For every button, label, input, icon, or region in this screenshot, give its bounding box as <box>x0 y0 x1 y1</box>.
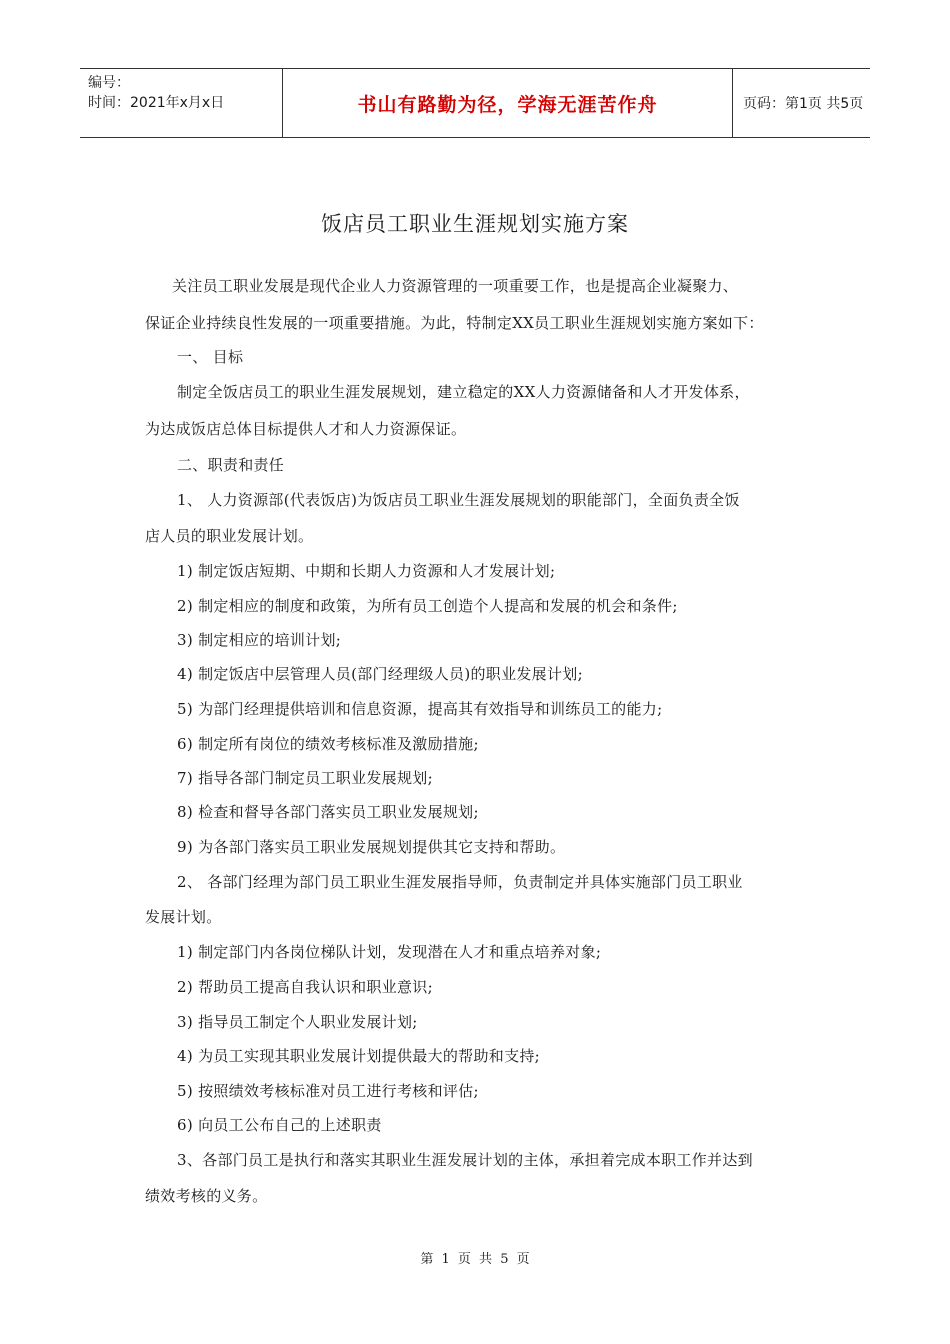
document-header <box>80 68 870 138</box>
section-heading: 一、 目标 <box>177 348 244 366</box>
document-title: 饭店员工职业生涯规划实施方案 <box>321 212 629 236</box>
list-item: 2) 制定相应的制度和政策，为所有员工创造个人提高和发展的机会和条件; <box>177 597 678 615</box>
list-item: 8) 检查和督导各部门落实员工职业发展规划; <box>177 803 479 821</box>
header-meta <box>80 69 282 137</box>
list-item: 5) 为部门经理提供培训和信息资源，提高其有效指导和训练员工的能力; <box>177 700 663 718</box>
list-item: 6) 向员工公布自己的上述职责 <box>177 1116 382 1134</box>
page-footer: 第 1 页 共 5 页 <box>420 1252 530 1267</box>
list-item: 3) 制定相应的培训计划; <box>177 631 342 649</box>
header-motto: 书山有路勤为径，学海无涯苦作舟 <box>282 69 733 137</box>
body-line: 制定全饭店员工的职业生涯发展规划，建立稳定的XX人力资源储备和人才开发体系， <box>177 383 750 401</box>
body-line: 2、 各部门经理为部门员工职业生涯发展指导师，负责制定并具体实施部门员工职业 <box>177 873 743 891</box>
body-line: 店人员的职业发展计划。 <box>145 527 314 545</box>
list-item: 4) 制定饭店中层管理人员(部门经理级人员)的职业发展计划; <box>177 665 583 683</box>
list-item: 5) 按照绩效考核标准对员工进行考核和评估; <box>177 1082 479 1100</box>
list-item: 2) 帮助员工提高自我认识和职业意识; <box>177 978 433 996</box>
body-line: 3、各部门员工是执行和落实其职业生涯发展计划的主体，承担着完成本职工作并达到 <box>177 1151 753 1169</box>
list-item: 6) 制定所有岗位的绩效考核标准及激励措施; <box>177 735 479 753</box>
body-line: 关注员工职业发展是现代企业人力资源管理的一项重要工作，也是提高企业凝聚力、 <box>172 277 739 295</box>
section-heading: 二、职责和责任 <box>177 456 285 474</box>
list-item: 4) 为员工实现其职业发展计划提供最大的帮助和支持; <box>177 1047 541 1065</box>
time-label: 时间：2021年x月x日 <box>88 95 225 111</box>
header-page-label: 页码：第1页 共5页 <box>743 96 864 112</box>
number-label: 编号： <box>88 75 130 91</box>
list-item: 1) 制定部门内各岗位梯队计划，发现潜在人才和重点培养对象; <box>177 943 602 961</box>
body-line: 1、 人力资源部(代表饭店)为饭店员工职业生涯发展规划的职能部门，全面负责全饭 <box>177 491 740 509</box>
body-line: 为达成饭店总体目标提供人才和人力资源保证。 <box>145 420 467 438</box>
list-item: 7) 指导各部门制定员工职业发展规划; <box>177 769 433 787</box>
list-item: 9) 为各部门落实员工职业发展规划提供其它支持和帮助。 <box>177 838 566 856</box>
list-item: 3) 指导员工制定个人职业发展计划; <box>177 1013 418 1031</box>
list-item: 1) 制定饭店短期、中期和长期人力资源和人才发展计划; <box>177 562 556 580</box>
body-line: 绩效考核的义务。 <box>145 1187 268 1205</box>
body-line: 保证企业持续良性发展的一项重要措施。为此，特制定XX员工职业生涯规划实施方案如下： <box>145 314 764 332</box>
body-line: 发展计划。 <box>145 908 222 926</box>
